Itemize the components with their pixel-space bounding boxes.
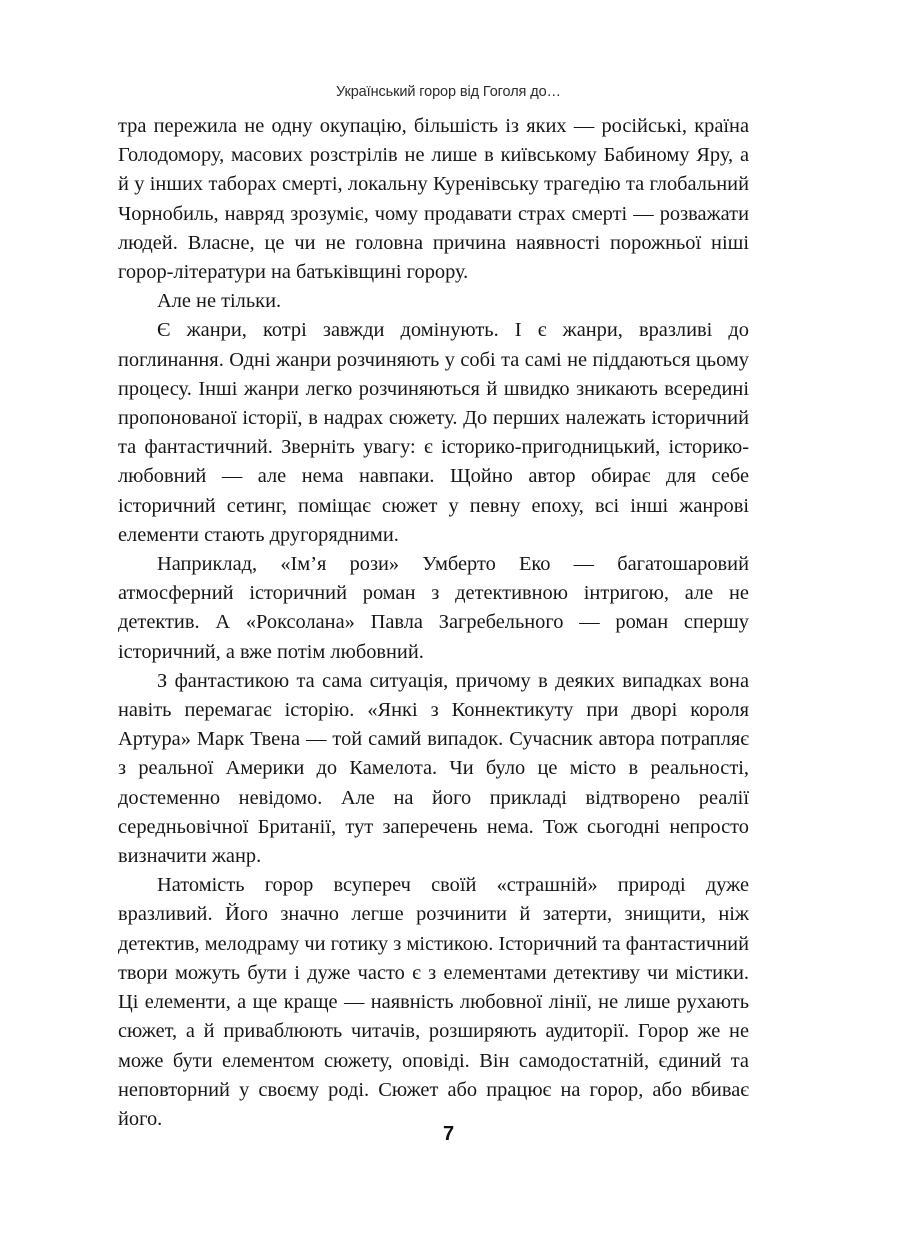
running-header: Український горор від Гоголя до… [336, 84, 561, 100]
paragraph: тра пережила не одну окупацію, більшість із яких — російські, країна Голодомору, масових розстрілів не лише в київському Бабиному Яру, а й у інших таборах смерті, локальну Куренівську трагедію та глобальний Чорнобиль, навряд зрозуміє, чому продавати страх смерті — розважати людей. Власне, це чи не головна причина наявності порожньої ніші горор-літератури на батьківщині горору. [118, 115, 749, 284]
page-number: 7 [442, 1123, 455, 1145]
paragraph: З фантастикою та сама ситуація, причому в деяких випадках вона навіть перемагає історію. «Янкі з Коннектикуту при дворі короля Артура» Марк Твена — той самий випадок. Сучасник автора потрапляє з реальної Америки до Камелота. Чи було це місто в реальності, достеменно невідомо. Але на його прикладі відтворено реалії середньовічної Британії, тут заперечень нема. Тож сьогодні непросто визначити жанр. [118, 669, 749, 868]
body-text-column [118, 112, 749, 1134]
paragraph: Наприклад, «Ім’я рози» Умберто Еко — багатошаровий атмосферний історичний роман з детективною інтригою, але не детектив. А «Роксолана» Павла Загребельного — роман спершу історичний, а вже потім любовний. [118, 553, 749, 663]
paragraph: Але не тільки. [157, 290, 282, 313]
paragraph: Є жанри, котрі завжди домінують. І є жанри, вразливі до поглинання. Одні жанри розчиняють у собі та самі не піддаються цьому процесу. Інші жанри легко розчиняються й швидко зникають всередині пропонованої історії, в надрах сюжету. До перших належать історичний та фантастичний. Зверніть увагу: є історико-пригодницький, історико-любовний — але нема навпаки. Щойно автор обирає для себе історичний сетинг, поміщає сюжет у певну епоху, всі інші жанрові елементи стають другорядними. [118, 319, 749, 546]
paragraph: Натомість горор всупереч своїй «страшній» природі дуже вразливий. Його значно легше розчинити й затерти, знищити, ніж детектив, мелодраму чи готику з містикою. Історичний та фантастичний твори можуть бути і дуже часто є з елементами детективу чи містики. Ці елементи, а ще краще — наявність любовної лінії, не лише рухають сюжет, а й приваблюють читачів, розширяють аудиторії. Горор же не може бути елементом сюжету, оповіді. Він самодостатній, єдиний та неповторний у своєму роді. Сюжет або працює на горор, або вбиває його. [118, 874, 749, 1130]
